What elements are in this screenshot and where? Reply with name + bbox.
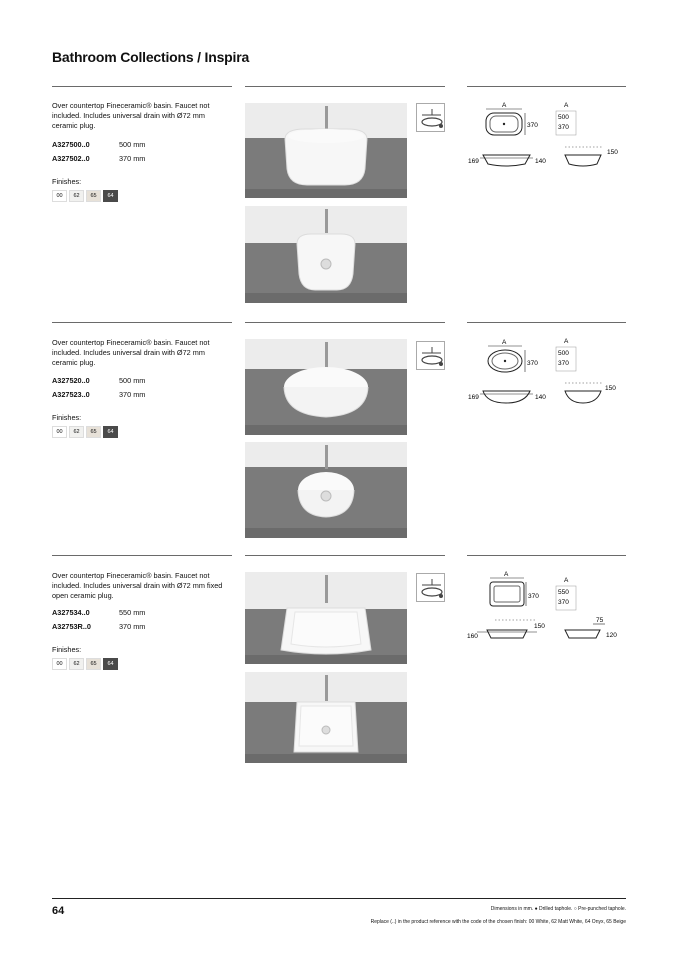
dimension-height: 75 (596, 617, 604, 624)
section-divider (52, 322, 232, 323)
product-code: A327502..0 (52, 153, 90, 163)
product-reference-row (52, 374, 145, 388)
product-description: Over countertop Fineceramic® basin. Faucet not included. Includes universal drain with Ø72 mm ceramic plug. (52, 338, 210, 368)
dimension-a-label: A (502, 102, 507, 109)
product-reference-list (52, 606, 145, 633)
product-code: A32753R..0 (52, 621, 91, 631)
section-divider (52, 86, 232, 87)
section-divider (467, 555, 626, 556)
dimension-depth: 370 (528, 593, 539, 600)
product-reference-row (52, 388, 145, 402)
dimension-table-header: A (564, 102, 569, 109)
finish-swatch-beige: 65 (86, 190, 101, 202)
basin-photo-small (245, 206, 407, 303)
basin-photo-large (245, 339, 407, 435)
product-reference-list (52, 138, 145, 165)
dimension-a-value: 500 (558, 114, 569, 121)
dimension-a-label: A (504, 571, 509, 578)
dimension-left: 169 (468, 394, 479, 401)
product-code: A327520..0 (52, 376, 90, 385)
dimension-left: 160 (467, 633, 478, 640)
dimension-a-value: 370 (558, 599, 569, 606)
product-size: 500 mm (119, 376, 146, 385)
dimension-height: 150 (607, 149, 618, 156)
finishes-label: Finishes: (52, 645, 82, 654)
dimension-a-value: 370 (558, 360, 569, 367)
dimension-height: 150 (605, 385, 616, 392)
technical-drawing (465, 333, 625, 418)
finish-swatch-matt-white: 62 (69, 190, 84, 202)
product-code: A327500..0 (52, 140, 90, 149)
mounting-type-icon (416, 573, 445, 602)
dimension-left: 169 (468, 158, 479, 165)
finish-swatch-onyx: 64 (103, 426, 118, 438)
product-reference-row (52, 152, 145, 166)
product-reference-row (52, 138, 145, 152)
finish-swatches (52, 426, 118, 438)
product-size: 370 mm (119, 153, 146, 163)
dimension-table-header: A (564, 338, 569, 345)
page-number: 64 (52, 905, 65, 917)
dimension-depth: 370 (527, 360, 538, 367)
finish-swatch-beige: 65 (86, 426, 101, 438)
dimension-right: 150 (534, 623, 545, 630)
dimension-a-value: 550 (558, 589, 569, 596)
basin-photo-large (245, 572, 407, 664)
product-code: A327534..0 (52, 608, 90, 617)
product-size: 500 mm (119, 140, 146, 149)
page-title: Bathroom Collections / Inspira (52, 49, 250, 65)
mounting-type-icon (416, 341, 445, 370)
section-divider (467, 322, 626, 323)
mounting-type-icon (416, 103, 445, 132)
finish-swatch-white: 00 (52, 426, 67, 438)
finish-swatch-matt-white: 62 (69, 658, 84, 670)
product-size: 550 mm (119, 608, 146, 617)
product-reference-list (52, 374, 145, 401)
finish-swatches (52, 190, 118, 202)
finish-swatch-white: 00 (52, 658, 67, 670)
dimension-table-header: A (564, 577, 569, 584)
section-divider (245, 322, 445, 323)
finish-swatch-white: 00 (52, 190, 67, 202)
section-divider (245, 555, 445, 556)
product-reference-row (52, 620, 145, 634)
footer-finish-note: Replace (..) in the product reference with the code of the chosen finish: 00 White, 62 Matt White, 64 Onyx, 65 Beige (370, 919, 626, 925)
technical-drawing (465, 568, 625, 653)
basin-photo-small (245, 442, 407, 538)
footer-divider (52, 898, 626, 899)
product-code: A327523..0 (52, 389, 90, 399)
dimension-depth: 370 (527, 122, 538, 129)
finish-swatch-onyx: 64 (103, 190, 118, 202)
finishes-label: Finishes: (52, 413, 82, 422)
product-description: Over countertop Fineceramic® basin. Faucet not included. Includes universal drain with Ø72 mm ceramic plug. (52, 101, 210, 131)
dimension-right: 140 (535, 394, 546, 401)
product-description: Over countertop Fineceramic® basin. Faucet not included. Includes universal drain with Ø72 mm fixed open ceramic plug. (52, 571, 223, 601)
section-divider (245, 86, 445, 87)
section-divider (52, 555, 232, 556)
dimension-right: 140 (535, 158, 546, 165)
dimension-height-secondary: 120 (606, 632, 617, 639)
product-reference-row (52, 606, 145, 620)
technical-drawing (465, 97, 625, 182)
dimension-a-value: 370 (558, 124, 569, 131)
footer-legend: Dimensions in mm. ● Drilled taphole. ○ Pre-punched taphole. (490, 906, 626, 912)
dimension-a-value: 500 (558, 350, 569, 357)
product-size: 370 mm (119, 621, 146, 631)
product-size: 370 mm (119, 389, 146, 399)
basin-photo-large (245, 103, 407, 198)
finishes-label: Finishes: (52, 177, 82, 186)
finish-swatches (52, 658, 118, 670)
finish-swatch-onyx: 64 (103, 658, 118, 670)
finish-swatch-beige: 65 (86, 658, 101, 670)
dimension-a-label: A (502, 339, 507, 346)
finish-swatch-matt-white: 62 (69, 426, 84, 438)
section-divider (467, 86, 626, 87)
basin-photo-small (245, 672, 407, 763)
